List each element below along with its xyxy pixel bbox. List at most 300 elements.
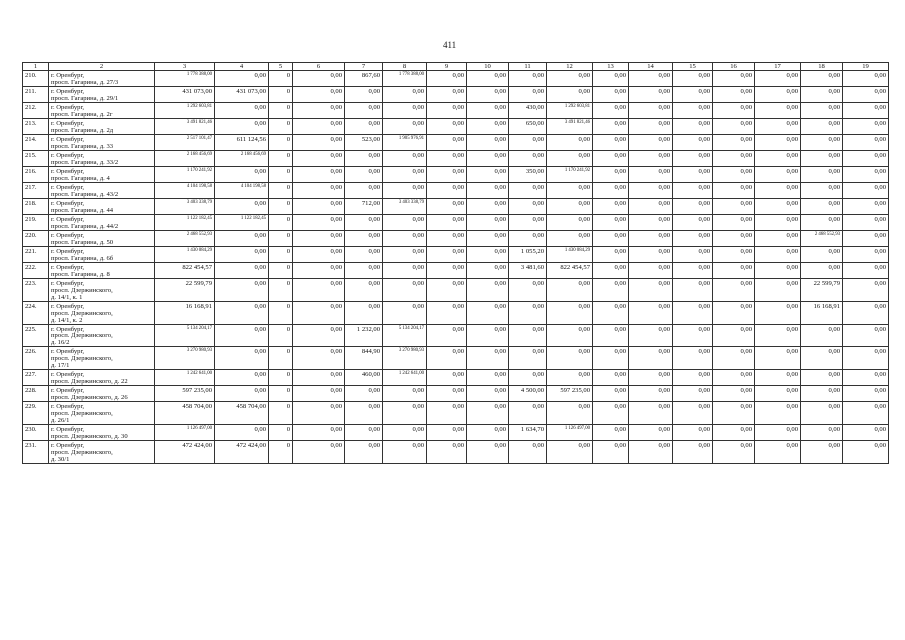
value-cell: 0,00 (345, 214, 383, 230)
value-cell: 0,00 (215, 347, 269, 370)
address-cell: г. Оренбург, просп. Гагарина, д. 27/3 (49, 71, 155, 87)
row-number: 213. (23, 118, 49, 134)
value-cell: 0,00 (843, 118, 889, 134)
address-cell: г. Оренбург, просп. Гагарина, д. 33/2 (49, 150, 155, 166)
value-cell: 1 170 241,92 (155, 166, 215, 182)
value-cell: 0,00 (215, 230, 269, 246)
value-cell: 2 168 456,69 (155, 150, 215, 166)
value-cell: 0,00 (801, 198, 843, 214)
value-cell: 0,00 (293, 262, 345, 278)
value-cell: 0,00 (843, 386, 889, 402)
value-cell: 0,00 (467, 402, 509, 425)
value-cell: 0,00 (629, 134, 673, 150)
value-cell: 0,00 (801, 386, 843, 402)
value-cell: 0,00 (593, 230, 629, 246)
value-cell: 867,60 (345, 71, 383, 87)
value-cell: 0,00 (755, 386, 801, 402)
value-cell: 0,00 (843, 370, 889, 386)
value-cell: 0,00 (673, 347, 713, 370)
value-cell: 0,00 (345, 246, 383, 262)
value-cell: 0,00 (427, 102, 467, 118)
value-cell: 3 403 338,79 (155, 198, 215, 214)
value-cell: 0,00 (467, 347, 509, 370)
value-cell: 0,00 (215, 324, 269, 347)
value-cell: 0,00 (427, 441, 467, 464)
table-row (23, 166, 889, 182)
value-cell: 0,00 (713, 102, 755, 118)
value-cell: 0,00 (755, 301, 801, 324)
table-row (23, 230, 889, 246)
value-cell: 430,00 (509, 102, 547, 118)
value-cell: 0,00 (467, 118, 509, 134)
value-cell: 0,00 (293, 425, 345, 441)
value-cell: 1 292 603,81 (155, 102, 215, 118)
value-cell: 0,00 (801, 150, 843, 166)
value-cell: 0 (269, 134, 293, 150)
value-cell: 0,00 (215, 166, 269, 182)
value-cell: 0,00 (629, 246, 673, 262)
value-cell: 16 168,91 (155, 301, 215, 324)
value-cell: 0,00 (293, 71, 345, 87)
value-cell: 0,00 (547, 230, 593, 246)
value-cell: 0,00 (801, 71, 843, 87)
value-cell: 4 500,00 (509, 386, 547, 402)
value-cell: 0,00 (345, 301, 383, 324)
value-cell: 0,00 (673, 230, 713, 246)
row-number: 211. (23, 86, 49, 102)
value-cell: 0,00 (755, 324, 801, 347)
value-cell: 0,00 (629, 262, 673, 278)
value-cell: 0 (269, 441, 293, 464)
table-row (23, 425, 889, 441)
value-cell: 0,00 (427, 150, 467, 166)
value-cell: 0,00 (843, 347, 889, 370)
table-row (23, 402, 889, 425)
value-cell: 0,00 (593, 347, 629, 370)
value-cell: 0,00 (843, 134, 889, 150)
value-cell: 0,00 (673, 102, 713, 118)
value-cell: 0,00 (629, 150, 673, 166)
column-header-12: 12 (547, 63, 593, 71)
value-cell: 0,00 (345, 441, 383, 464)
value-cell: 0,00 (345, 402, 383, 425)
value-cell: 0,00 (467, 71, 509, 87)
column-header-10: 10 (467, 63, 509, 71)
value-cell: 22 599,79 (801, 278, 843, 301)
value-cell: 0,00 (755, 198, 801, 214)
value-cell: 0,00 (427, 402, 467, 425)
value-cell: 4 104 198,58 (215, 182, 269, 198)
value-cell: 0,00 (713, 118, 755, 134)
row-number: 222. (23, 262, 49, 278)
value-cell: 0,00 (467, 386, 509, 402)
table-row (23, 301, 889, 324)
value-cell: 0,00 (673, 134, 713, 150)
value-cell: 0,00 (345, 386, 383, 402)
table-row (23, 246, 889, 262)
value-cell: 0,00 (713, 214, 755, 230)
row-number: 210. (23, 71, 49, 87)
value-cell: 1 242 641,00 (155, 370, 215, 386)
value-cell: 0,00 (629, 347, 673, 370)
value-cell: 0,00 (293, 386, 345, 402)
value-cell: 0,00 (843, 441, 889, 464)
value-cell: 0,00 (467, 230, 509, 246)
value-cell: 0,00 (547, 134, 593, 150)
value-cell: 0,00 (629, 102, 673, 118)
value-cell: 0 (269, 118, 293, 134)
address-cell: г. Оренбург, просп. Гагарина, д. 43/2 (49, 182, 155, 198)
value-cell: 650,00 (509, 118, 547, 134)
value-cell: 0,00 (215, 71, 269, 87)
address-cell: г. Оренбург, просп. Гагарина, д. 2г (49, 102, 155, 118)
table-body (23, 71, 889, 464)
value-cell: 523,00 (345, 134, 383, 150)
value-cell: 0,00 (467, 214, 509, 230)
value-cell: 0,00 (673, 150, 713, 166)
value-cell: 0,00 (713, 425, 755, 441)
address-cell: г. Оренбург, просп. Гагарина, д. 50 (49, 230, 155, 246)
value-cell: 0 (269, 262, 293, 278)
value-cell: 0,00 (383, 402, 427, 425)
value-cell: 2 517 101,47 (155, 134, 215, 150)
value-cell: 0,00 (509, 402, 547, 425)
value-cell: 0,00 (293, 118, 345, 134)
value-cell: 0,00 (673, 86, 713, 102)
value-cell: 0,00 (293, 278, 345, 301)
value-cell: 0,00 (843, 214, 889, 230)
value-cell: 0,00 (593, 441, 629, 464)
value-cell: 1 430 084,29 (547, 246, 593, 262)
value-cell: 0,00 (673, 402, 713, 425)
row-number: 220. (23, 230, 49, 246)
value-cell: 0,00 (629, 198, 673, 214)
value-cell: 1 055,20 (509, 246, 547, 262)
value-cell: 1 292 603,81 (547, 102, 593, 118)
value-cell: 0,00 (383, 102, 427, 118)
value-cell: 0,00 (755, 441, 801, 464)
row-number: 231. (23, 441, 49, 464)
value-cell: 5 134 204,17 (155, 324, 215, 347)
value-cell: 0,00 (673, 198, 713, 214)
value-cell: 3 481,60 (509, 262, 547, 278)
table-row (23, 198, 889, 214)
table-row (23, 86, 889, 102)
column-header-1: 1 (23, 63, 49, 71)
value-cell: 0,00 (547, 441, 593, 464)
value-cell: 0,00 (755, 370, 801, 386)
row-number: 225. (23, 324, 49, 347)
value-cell: 0,00 (843, 301, 889, 324)
address-cell: г. Оренбург, просп. Дзержинского, д. 16/2 (49, 324, 155, 347)
value-cell: 0,00 (713, 402, 755, 425)
address-cell: г. Оренбург, просп. Гагарина, д. 2д (49, 118, 155, 134)
value-cell: 0,00 (843, 246, 889, 262)
value-cell: 0,00 (629, 86, 673, 102)
row-number: 224. (23, 301, 49, 324)
row-number: 223. (23, 278, 49, 301)
value-cell: 0,00 (755, 402, 801, 425)
value-cell: 0,00 (293, 370, 345, 386)
value-cell: 0,00 (629, 324, 673, 347)
value-cell: 0,00 (383, 214, 427, 230)
value-cell: 2 168 456,69 (215, 150, 269, 166)
value-cell: 0,00 (383, 118, 427, 134)
address-cell: г. Оренбург, просп. Дзержинского, д. 17/1 (49, 347, 155, 370)
value-cell: 0,00 (547, 86, 593, 102)
value-cell: 0,00 (801, 324, 843, 347)
value-cell: 0,00 (713, 198, 755, 214)
register-table (22, 62, 889, 464)
value-cell: 0,00 (383, 441, 427, 464)
value-cell: 0,00 (467, 370, 509, 386)
value-cell: 0,00 (755, 262, 801, 278)
value-cell: 1 430 084,29 (155, 246, 215, 262)
row-number: 212. (23, 102, 49, 118)
value-cell: 0,00 (293, 347, 345, 370)
value-cell: 0,00 (467, 425, 509, 441)
table-header (23, 63, 889, 71)
value-cell: 2 468 552,93 (155, 230, 215, 246)
value-cell: 597 235,00 (547, 386, 593, 402)
row-number: 221. (23, 246, 49, 262)
value-cell: 0,00 (427, 198, 467, 214)
value-cell: 0,00 (673, 301, 713, 324)
value-cell: 0 (269, 278, 293, 301)
value-cell: 0,00 (383, 230, 427, 246)
value-cell: 0,00 (509, 198, 547, 214)
value-cell: 0 (269, 425, 293, 441)
value-cell: 0,00 (547, 182, 593, 198)
column-header-9: 9 (427, 63, 467, 71)
column-header-18: 18 (801, 63, 843, 71)
value-cell: 460,00 (345, 370, 383, 386)
value-cell: 0,00 (843, 86, 889, 102)
value-cell: 0,00 (843, 230, 889, 246)
value-cell: 3 270 980,93 (383, 347, 427, 370)
row-number: 214. (23, 134, 49, 150)
value-cell: 0,00 (345, 230, 383, 246)
value-cell: 0 (269, 198, 293, 214)
value-cell: 0,00 (383, 150, 427, 166)
value-cell: 0 (269, 166, 293, 182)
value-cell: 0,00 (593, 402, 629, 425)
column-header-14: 14 (629, 63, 673, 71)
value-cell: 0,00 (547, 324, 593, 347)
value-cell: 0,00 (843, 324, 889, 347)
value-cell: 0,00 (427, 214, 467, 230)
value-cell: 0,00 (801, 118, 843, 134)
address-cell: г. Оренбург, просп. Дзержинского, д. 22 (49, 370, 155, 386)
value-cell: 0,00 (427, 386, 467, 402)
value-cell: 0,00 (629, 402, 673, 425)
value-cell: 0,00 (509, 134, 547, 150)
value-cell: 0,00 (467, 262, 509, 278)
value-cell: 0 (269, 370, 293, 386)
address-cell: г. Оренбург, просп. Гагарина, д. 8 (49, 262, 155, 278)
value-cell: 0,00 (467, 278, 509, 301)
value-cell: 0,00 (467, 441, 509, 464)
value-cell: 0,00 (801, 166, 843, 182)
value-cell: 3 491 821,46 (155, 118, 215, 134)
value-cell: 0,00 (427, 166, 467, 182)
value-cell: 0,00 (755, 118, 801, 134)
value-cell: 350,00 (509, 166, 547, 182)
value-cell: 0,00 (673, 166, 713, 182)
value-cell: 0,00 (293, 214, 345, 230)
value-cell: 0 (269, 301, 293, 324)
value-cell: 0,00 (843, 402, 889, 425)
value-cell: 0,00 (593, 102, 629, 118)
value-cell: 0,00 (427, 370, 467, 386)
value-cell: 822 454,57 (547, 262, 593, 278)
value-cell: 0,00 (593, 370, 629, 386)
value-cell: 0,00 (293, 198, 345, 214)
column-header-4: 4 (215, 63, 269, 71)
value-cell: 0,00 (293, 402, 345, 425)
value-cell: 0,00 (629, 386, 673, 402)
column-header-17: 17 (755, 63, 801, 71)
value-cell: 0,00 (547, 347, 593, 370)
value-cell: 0,00 (345, 102, 383, 118)
address-cell: г. Оренбург, просп. Дзержинского, д. 30/1 (49, 441, 155, 464)
value-cell: 431 073,00 (155, 86, 215, 102)
value-cell: 0,00 (215, 278, 269, 301)
value-cell: 0,00 (509, 214, 547, 230)
address-cell: г. Оренбург, просп. Гагарина, д. 33 (49, 134, 155, 150)
value-cell: 0,00 (383, 386, 427, 402)
value-cell: 1 170 241,92 (547, 166, 593, 182)
address-cell: г. Оренбург, просп. Дзержинского, д. 14/1, к. 2 (49, 301, 155, 324)
value-cell: 0,00 (713, 278, 755, 301)
value-cell: 0,00 (345, 118, 383, 134)
value-cell: 0,00 (843, 425, 889, 441)
value-cell: 0,00 (383, 301, 427, 324)
column-header-11: 11 (509, 63, 547, 71)
value-cell: 0,00 (293, 441, 345, 464)
value-cell: 0,00 (427, 182, 467, 198)
value-cell: 0,00 (673, 262, 713, 278)
value-cell: 0,00 (629, 182, 673, 198)
value-cell: 0,00 (629, 118, 673, 134)
value-cell: 0,00 (593, 214, 629, 230)
value-cell: 0,00 (713, 441, 755, 464)
value-cell: 0,00 (673, 441, 713, 464)
value-cell: 0,00 (467, 134, 509, 150)
value-cell: 0,00 (713, 134, 755, 150)
value-cell: 0,00 (509, 71, 547, 87)
row-number: 230. (23, 425, 49, 441)
value-cell: 1 232,00 (345, 324, 383, 347)
value-cell: 0,00 (509, 230, 547, 246)
value-cell: 0,00 (547, 150, 593, 166)
value-cell: 1 905 976,91 (383, 134, 427, 150)
value-cell: 0,00 (843, 166, 889, 182)
value-cell: 0,00 (713, 301, 755, 324)
value-cell: 0 (269, 214, 293, 230)
value-cell: 472 424,00 (155, 441, 215, 464)
value-cell: 0,00 (755, 150, 801, 166)
value-cell: 1 634,70 (509, 425, 547, 441)
value-cell: 0,00 (843, 278, 889, 301)
value-cell: 0,00 (713, 347, 755, 370)
value-cell: 822 454,57 (155, 262, 215, 278)
value-cell: 0,00 (547, 370, 593, 386)
value-cell: 0,00 (215, 425, 269, 441)
value-cell: 0,00 (427, 230, 467, 246)
value-cell: 0,00 (801, 102, 843, 118)
value-cell: 3 491 821,46 (547, 118, 593, 134)
value-cell: 0,00 (593, 386, 629, 402)
value-cell: 0,00 (801, 86, 843, 102)
value-cell: 0,00 (293, 324, 345, 347)
value-cell: 0,00 (755, 71, 801, 87)
value-cell: 0,00 (713, 324, 755, 347)
address-cell: г. Оренбург, просп. Дзержинского, д. 30 (49, 425, 155, 441)
column-header-8: 8 (383, 63, 427, 71)
value-cell: 0,00 (547, 278, 593, 301)
value-cell: 0,00 (801, 402, 843, 425)
row-number: 226. (23, 347, 49, 370)
value-cell: 0,00 (801, 262, 843, 278)
table-row (23, 441, 889, 464)
value-cell: 0,00 (293, 166, 345, 182)
value-cell: 0,00 (509, 370, 547, 386)
value-cell: 0,00 (547, 301, 593, 324)
value-cell: 0,00 (509, 441, 547, 464)
value-cell: 0,00 (383, 166, 427, 182)
value-cell: 0,00 (427, 425, 467, 441)
value-cell: 0,00 (713, 262, 755, 278)
address-cell: г. Оренбург, просп. Гагарина, д. 4 (49, 166, 155, 182)
value-cell: 0,00 (843, 182, 889, 198)
value-cell: 0,00 (673, 324, 713, 347)
column-number-row (23, 63, 889, 71)
value-cell: 1 122 182,45 (215, 214, 269, 230)
value-cell: 0,00 (713, 71, 755, 87)
value-cell: 0,00 (427, 262, 467, 278)
value-cell: 0 (269, 102, 293, 118)
value-cell: 0,00 (383, 246, 427, 262)
value-cell: 0,00 (629, 166, 673, 182)
address-cell: г. Оренбург, просп. Гагарина, д. 29/1 (49, 86, 155, 102)
value-cell: 0,00 (467, 198, 509, 214)
value-cell: 0,00 (629, 230, 673, 246)
value-cell: 0,00 (801, 214, 843, 230)
value-cell: 0,00 (755, 86, 801, 102)
value-cell: 0,00 (593, 150, 629, 166)
value-cell: 0,00 (293, 102, 345, 118)
value-cell: 0,00 (629, 441, 673, 464)
value-cell: 0,00 (593, 182, 629, 198)
value-cell: 0,00 (215, 370, 269, 386)
value-cell: 0,00 (713, 386, 755, 402)
column-header-15: 15 (673, 63, 713, 71)
value-cell: 0,00 (713, 246, 755, 262)
row-number: 216. (23, 166, 49, 182)
column-header-6: 6 (293, 63, 345, 71)
value-cell: 0,00 (843, 198, 889, 214)
value-cell: 0,00 (215, 301, 269, 324)
table-row (23, 214, 889, 230)
value-cell: 0 (269, 230, 293, 246)
value-cell: 0,00 (293, 182, 345, 198)
value-cell: 0,00 (547, 402, 593, 425)
value-cell: 3 270 980,93 (155, 347, 215, 370)
value-cell: 0,00 (713, 182, 755, 198)
column-header-5: 5 (269, 63, 293, 71)
value-cell: 0,00 (801, 134, 843, 150)
